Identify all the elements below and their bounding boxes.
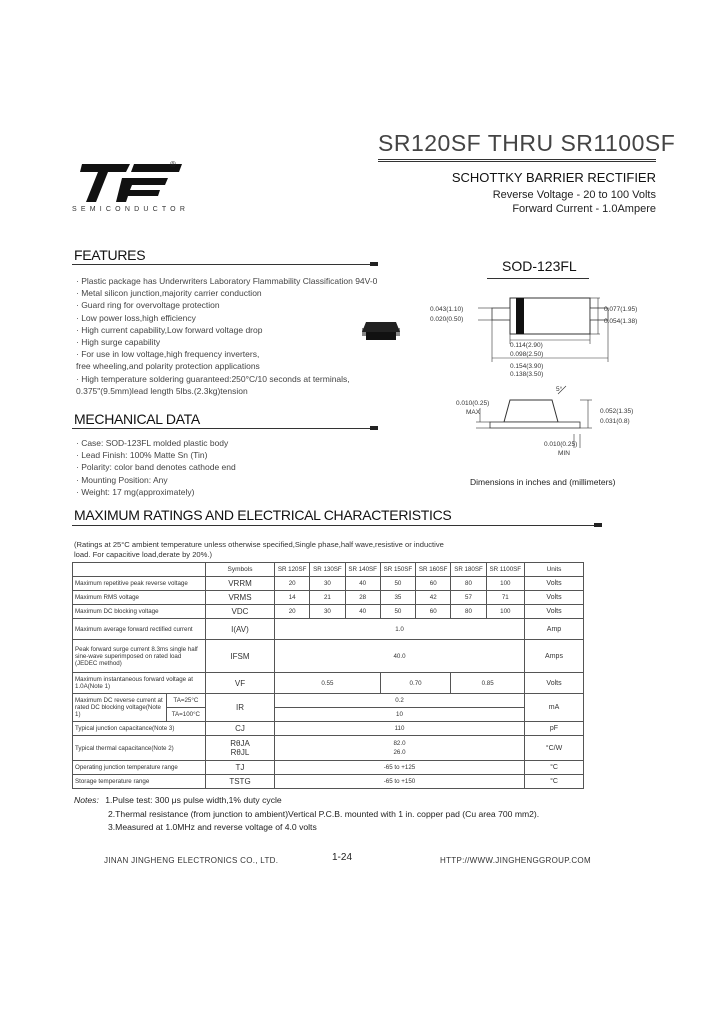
notes xyxy=(74,794,539,835)
table-cell: 57 xyxy=(451,591,486,605)
table-cell: Volts xyxy=(525,673,584,694)
table-cell: 20 xyxy=(275,605,310,619)
dim-label: 0.010(0.25) xyxy=(456,400,490,407)
table-row xyxy=(73,640,584,673)
table-row xyxy=(73,694,584,708)
table-header-cell: SR 1100SF xyxy=(486,563,524,577)
table-cell: VF xyxy=(206,673,275,694)
registered-mark: ® xyxy=(170,160,176,169)
table-cell: 30 xyxy=(310,577,345,591)
title-rule-2 xyxy=(378,161,656,162)
table-cell: Peak forward surge current 8.3ms single half sine-wave superimposed on rated load (JEDEC method) xyxy=(73,640,206,673)
list-item: · Guard ring for overvoltage protection xyxy=(76,300,220,311)
ratings-intro-line: load. For capacitive load,derate by 20%.) xyxy=(74,550,213,559)
table-cell: VDC xyxy=(206,605,275,619)
table-cell: 14 xyxy=(275,591,310,605)
table-cell: Volts xyxy=(525,577,584,591)
table-cell: 40.0 xyxy=(275,640,525,673)
table-cell: 21 xyxy=(310,591,345,605)
table-cell: 10 xyxy=(275,708,525,722)
table-cell: 20 xyxy=(275,577,310,591)
table-cell: 30 xyxy=(310,605,345,619)
note-3: 3.Measured at 1.0MHz and reverse voltage of 4.0 volts xyxy=(108,822,317,833)
table-row xyxy=(73,722,584,736)
dim-label: 0.010(0.25) xyxy=(544,441,578,448)
rth-symbol: RθJL xyxy=(230,748,250,757)
list-item: · Plastic package has Underwriters Laboratory Flammability Classification 94V-0 xyxy=(76,276,378,286)
ratings-intro xyxy=(74,540,444,560)
table-row xyxy=(73,591,584,605)
dim-label: 0.098(2.50) xyxy=(510,351,544,358)
table-header-cell: Units xyxy=(525,563,584,577)
dim-label: 0.077(1.95) xyxy=(604,306,638,313)
table-cell: 71 xyxy=(486,591,524,605)
list-item: · For use in low voltage,high frequency inverters, xyxy=(76,349,260,360)
table-cell: 0.2 xyxy=(275,694,525,708)
mechanical-rule xyxy=(72,428,378,429)
table-row xyxy=(73,736,584,761)
subtitle: SCHOTTKY BARRIER RECTIFIER xyxy=(451,170,656,185)
package-photo xyxy=(358,318,404,351)
dim-label: 0.043(1.10) xyxy=(430,306,464,313)
table-cell: VRRM xyxy=(206,577,275,591)
ratings-table xyxy=(72,562,584,789)
dimensions-note: Dimensions in inches and (millimeters) xyxy=(470,477,616,487)
table-row xyxy=(73,619,584,640)
list-item: · Case: SOD-123FL molded plastic body xyxy=(76,438,229,448)
table-cell: TA=100°C xyxy=(166,708,205,722)
table-cell: -65 to +125 xyxy=(275,761,525,775)
list-item: · High current capability,Low forward voltage drop xyxy=(76,324,263,335)
table-header-cell: SR 160SF xyxy=(416,563,451,577)
table-cell: 35 xyxy=(380,591,415,605)
table-row xyxy=(73,577,584,591)
notes-label: Notes: xyxy=(74,795,99,805)
ratings-heading: MAXIMUM RATINGS AND ELECTRICAL CHARACTERISTICS xyxy=(74,507,452,523)
dim-label: 0.138(3.50) xyxy=(510,371,544,378)
table-cell: pF xyxy=(525,722,584,736)
dim-label: 0.031(0.8) xyxy=(600,418,630,425)
dim-label: MIN xyxy=(558,450,570,457)
features-rule-mark xyxy=(370,262,378,266)
mechanical-heading: MECHANICAL DATA xyxy=(74,411,200,427)
table-cell: 40 xyxy=(345,577,380,591)
table-cell: 110 xyxy=(275,722,525,736)
table-cell: CJ xyxy=(206,722,275,736)
table-cell: 0.85 xyxy=(451,673,525,694)
table-cell: 0.55 xyxy=(275,673,381,694)
package-rule xyxy=(487,278,589,279)
table-cell: 0.70 xyxy=(380,673,451,694)
table-cell: Maximum instantaneous forward voltage at 1.0A(Note 1) xyxy=(73,673,206,694)
title-rule xyxy=(378,159,656,160)
table-cell: 50 xyxy=(380,577,415,591)
table-cell xyxy=(206,736,275,761)
rth-value: 82.0 xyxy=(393,740,406,747)
table-cell: Maximum DC reverse current at rated DC blocking voltage(Note 1) xyxy=(73,694,167,722)
list-item: · Low power loss,high efficiency xyxy=(76,312,196,323)
mechanical-list xyxy=(76,437,376,498)
package-name: SOD-123FL xyxy=(502,258,577,274)
list-item: · High surge capability xyxy=(76,337,161,348)
ratings-intro-line: (Ratings at 25°C ambient temperature unless otherwise specified,Single phase,half wave,resistive or inductive xyxy=(74,540,444,549)
table-cell: Amp xyxy=(525,619,584,640)
table-cell: IR xyxy=(206,694,275,722)
table-cell: VRMS xyxy=(206,591,275,605)
table-cell: Storage temperature range xyxy=(73,775,206,789)
table-cell: TA=25°C xyxy=(166,694,205,708)
table-row xyxy=(73,673,584,694)
table-cell: Amps xyxy=(525,640,584,673)
rth-symbol: RθJA xyxy=(230,739,250,748)
table-cell: °C xyxy=(525,761,584,775)
table-cell: 1.0 xyxy=(275,619,525,640)
list-item: · Lead Finish: 100% Matte Sn (Tin) xyxy=(76,450,208,461)
table-cell: 60 xyxy=(416,605,451,619)
table-cell: I(AV) xyxy=(206,619,275,640)
ratings-rule xyxy=(72,525,602,526)
table-cell: 42 xyxy=(416,591,451,605)
ratings-rule-mark xyxy=(594,523,602,527)
table-cell: Maximum repetitive peak reverse voltage xyxy=(73,577,206,591)
footer-url: HTTP://WWW.JINGHENGGROUP.COM xyxy=(440,856,591,865)
mechanical-rule-mark xyxy=(370,426,378,430)
table-cell: 100 xyxy=(486,605,524,619)
dim-label: 5° xyxy=(556,386,563,393)
table-cell: 28 xyxy=(345,591,380,605)
dim-label: 0.020(0.50) xyxy=(430,316,464,323)
table-cell: 40 xyxy=(345,605,380,619)
table-row xyxy=(73,605,584,619)
table-row xyxy=(73,761,584,775)
table-cell: TJ xyxy=(206,761,275,775)
note-1: 1.Pulse test: 300 μs pulse width,1% duty cycle xyxy=(105,795,282,805)
table-cell: Volts xyxy=(525,605,584,619)
table-header-cell: SR 180SF xyxy=(451,563,486,577)
table-header-row xyxy=(73,563,584,577)
list-item: free wheeling,and polarity protection applications xyxy=(76,361,260,372)
dim-label: 0.154(3.90) xyxy=(510,363,544,370)
table-header-cell xyxy=(73,563,206,577)
table-header-cell: Symbols xyxy=(206,563,275,577)
table-cell: 50 xyxy=(380,605,415,619)
table-cell: -65 to +150 xyxy=(275,775,525,789)
list-item: 0.375"(9.5mm)lead length 5lbs.(2.3kg)tension xyxy=(76,385,248,396)
features-list xyxy=(76,275,391,397)
list-item: · Weight: 17 mg(approximately) xyxy=(76,486,195,497)
table-header-cell: SR 130SF xyxy=(310,563,345,577)
table-cell: 60 xyxy=(416,577,451,591)
table-cell xyxy=(275,736,525,761)
table-cell: °C xyxy=(525,775,584,789)
table-cell: 80 xyxy=(451,577,486,591)
table-header-cell: SR 120SF xyxy=(275,563,310,577)
dim-label: MAX xyxy=(466,409,481,416)
forward-current-spec: Forward Current - 1.0Ampere xyxy=(512,203,656,215)
table-cell: IFSM xyxy=(206,640,275,673)
footer-company: JINAN JINGHENG ELECTRONICS CO., LTD. xyxy=(104,856,279,865)
list-item: · Polarity: color band denotes cathode end xyxy=(76,462,236,473)
note-2: 2.Thermal resistance (from junction to ambient)Vertical P.C.B. mounted with 1 in. copper pad (Cu area 700 mm2). xyxy=(108,808,540,819)
features-heading: FEATURES xyxy=(74,247,146,263)
table-cell: Volts xyxy=(525,591,584,605)
table-cell: Maximum average forward rectified current xyxy=(73,619,206,640)
table-cell: 80 xyxy=(451,605,486,619)
dim-label: 0.054(1.38) xyxy=(604,318,638,325)
dim-label: 0.114(2.90) xyxy=(510,342,543,349)
table-cell: Typical junction capacitance(Note 3) xyxy=(73,722,206,736)
table-cell: Maximum DC blocking voltage xyxy=(73,605,206,619)
table-cell: Maximum RMS voltage xyxy=(73,591,206,605)
table-cell: Operating junction temperature range xyxy=(73,761,206,775)
table-cell: mA xyxy=(525,694,584,722)
list-item: · Mounting Position: Any xyxy=(76,474,168,485)
table-header-cell: SR 150SF xyxy=(380,563,415,577)
dim-label: 0.052(1.35) xyxy=(600,408,634,415)
logo-text: SEMICONDUCTOR xyxy=(72,206,190,213)
table-header-cell: SR 140SF xyxy=(345,563,380,577)
table-cell: Typical thermal capacitance(Note 2) xyxy=(73,736,206,761)
table-cell: TSTG xyxy=(206,775,275,789)
list-item: · Metal silicon junction,majority carrier conduction xyxy=(76,288,262,299)
list-item: · High temperature soldering guaranteed:250°C/10 seconds at terminals, xyxy=(76,373,350,384)
reverse-voltage-spec: Reverse Voltage - 20 to 100 Volts xyxy=(492,189,656,201)
table-row xyxy=(73,775,584,789)
features-rule xyxy=(72,264,378,265)
page-title: SR120SF THRU SR1100SF xyxy=(378,130,676,156)
rth-value: 26.0 xyxy=(393,749,406,756)
footer-page-number: 1-24 xyxy=(332,852,353,863)
table-cell: 100 xyxy=(486,577,524,591)
table-cell: °C/W xyxy=(525,736,584,761)
package-side-view xyxy=(470,382,610,467)
